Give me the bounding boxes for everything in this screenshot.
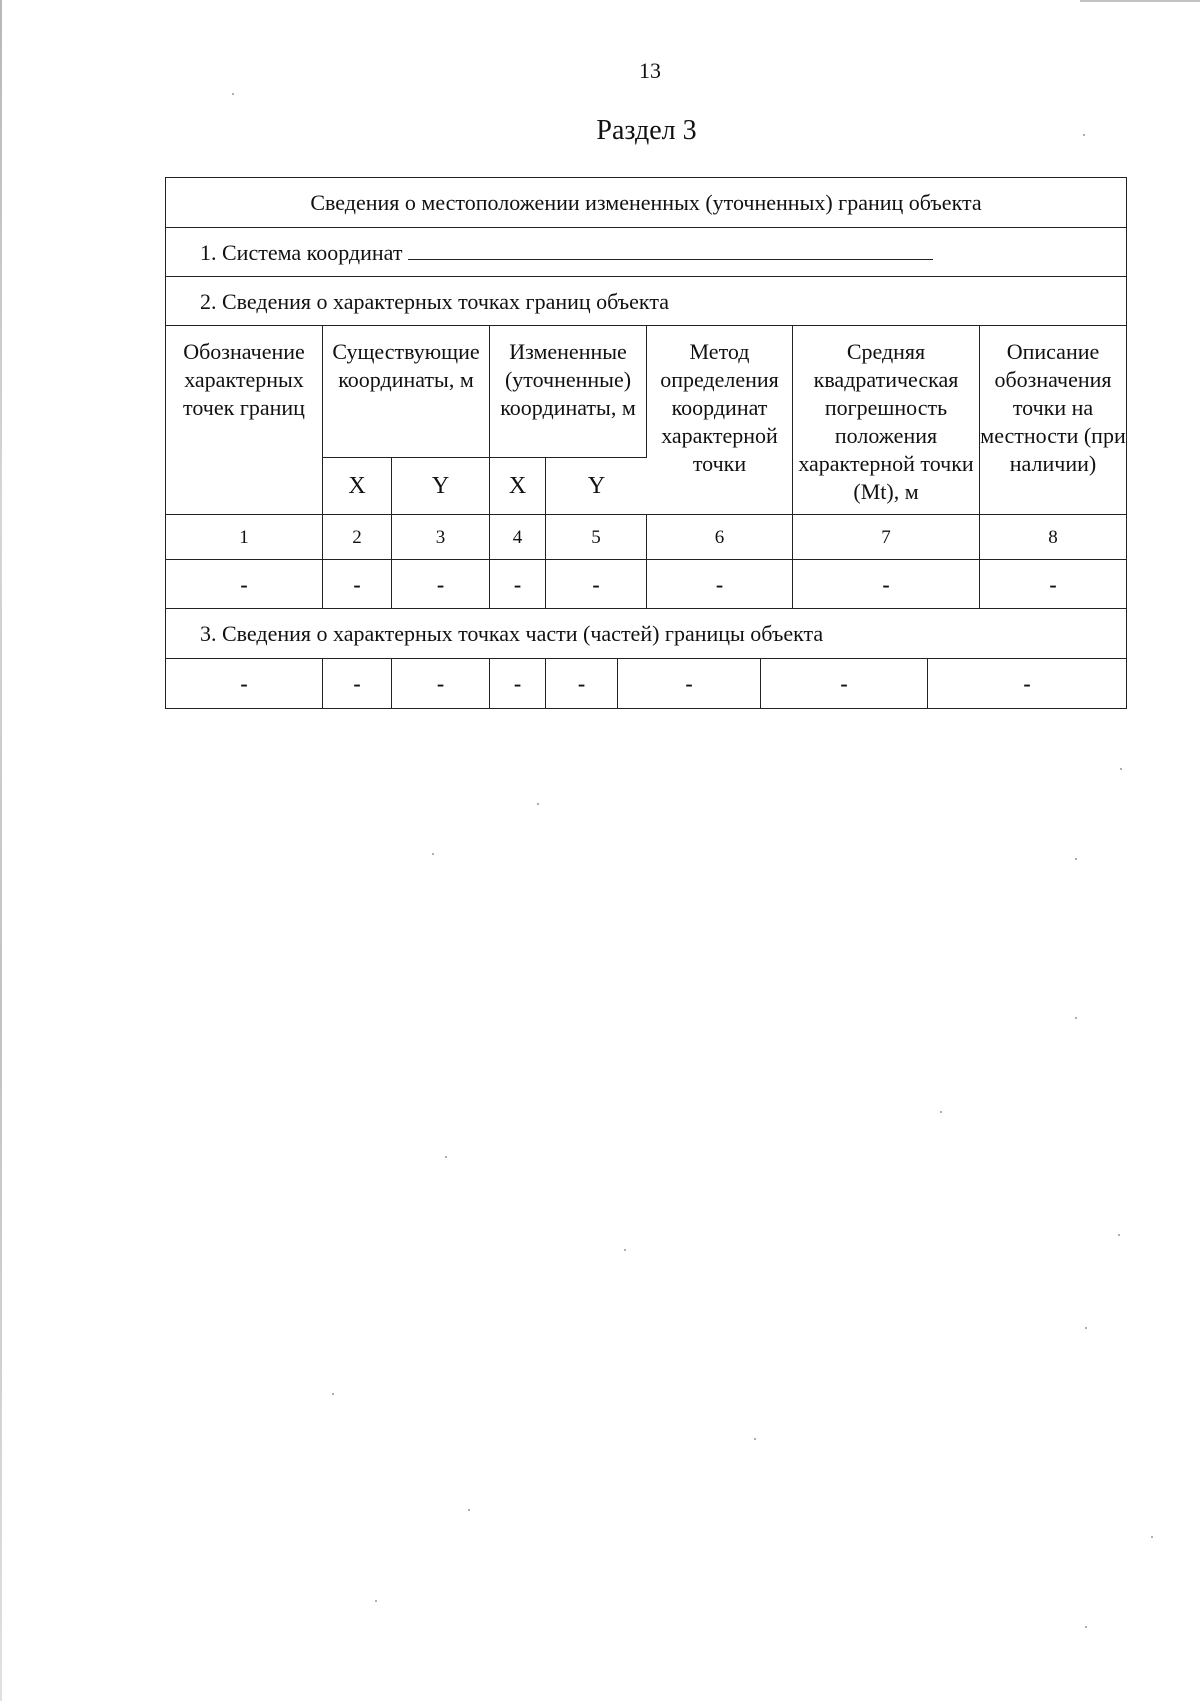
table-cell: - <box>647 560 793 609</box>
scan-top-edge <box>1080 0 1200 2</box>
table-cell: - <box>392 659 490 708</box>
header-mean-error: Средняя квадратическая погрешность положения характерной точки (Mt), м <box>793 326 980 515</box>
scan-left-edge <box>0 0 2 1701</box>
page-number: 13 <box>639 58 661 83</box>
section-title: Раздел 3 <box>596 115 697 146</box>
scan-speck <box>1120 768 1122 770</box>
scan-speck <box>1075 858 1077 860</box>
scan-speck <box>468 1509 470 1511</box>
table-cell: - <box>490 659 546 708</box>
column-number: 1 <box>166 515 323 560</box>
header-description: Описание обозначения точки на местности (при наличии) <box>980 339 1126 476</box>
column-numbers-row <box>166 515 1126 560</box>
scan-speck <box>754 1438 756 1440</box>
coordinate-system-row <box>166 228 1126 277</box>
table-cell: - <box>761 659 928 708</box>
table-cell: - <box>1023 671 1031 696</box>
column-number: 5 <box>546 515 647 560</box>
table-cell: - <box>546 659 618 708</box>
points-data-row <box>166 560 1126 609</box>
scan-speck <box>1118 1234 1120 1236</box>
scan-speck <box>1075 1017 1077 1019</box>
column-number: 3 <box>392 515 490 560</box>
table-header <box>166 326 1126 515</box>
scan-speck <box>940 1111 942 1113</box>
scan-speck <box>445 1156 447 1158</box>
coordinate-system-label: 1. Система координат <box>200 240 403 265</box>
header-existing-y: Y <box>392 458 490 515</box>
table-cell: - <box>323 659 392 708</box>
header-existing-x: X <box>323 458 392 515</box>
table-cell: - <box>392 560 490 609</box>
table-cell: - <box>166 659 323 708</box>
scan-speck <box>375 1600 377 1602</box>
table-cell: - <box>546 560 647 609</box>
header-changed-y: Y <box>587 473 606 499</box>
scan-speck <box>1085 1626 1087 1628</box>
header-existing-coords: Существующие координаты, м <box>323 326 490 458</box>
boundary-table <box>165 177 1127 709</box>
column-number: 7 <box>793 515 980 560</box>
scan-speck <box>232 93 234 95</box>
table-cell: - <box>323 560 392 609</box>
table-cell: - <box>490 560 546 609</box>
table-cell: - <box>1049 572 1057 597</box>
table-cell: - <box>793 560 980 609</box>
scan-speck <box>1085 1327 1087 1329</box>
scan-speck <box>1151 1536 1153 1538</box>
column-number: 6 <box>647 515 793 560</box>
scan-speck <box>332 1393 334 1395</box>
points-heading: 2. Сведения о характерных точках границ объекта <box>166 277 1126 326</box>
scan-speck <box>432 853 434 855</box>
table-cell: - <box>166 560 323 609</box>
coordinate-system-blank <box>408 237 933 260</box>
header-method: Метод определения координат характерной точки <box>647 326 793 515</box>
header-changed-coords: Измененные (уточненные) координаты, м <box>490 326 647 458</box>
header-designation: Обозначение характерных точек границ <box>166 326 323 515</box>
scan-speck <box>1083 134 1085 136</box>
table-cell: - <box>618 659 761 708</box>
header-changed-x: X <box>490 458 546 515</box>
scan-speck <box>537 803 539 805</box>
column-number: 2 <box>323 515 392 560</box>
column-number: 8 <box>1048 527 1058 548</box>
parts-heading: 3. Сведения о характерных точках части (частей) границы объекта <box>166 609 1126 659</box>
column-number: 4 <box>490 515 546 560</box>
table-title: Сведения о местоположении измененных (уточненных) границ объекта <box>166 178 1126 228</box>
scan-speck <box>624 1249 626 1251</box>
parts-data-row <box>166 659 1126 708</box>
